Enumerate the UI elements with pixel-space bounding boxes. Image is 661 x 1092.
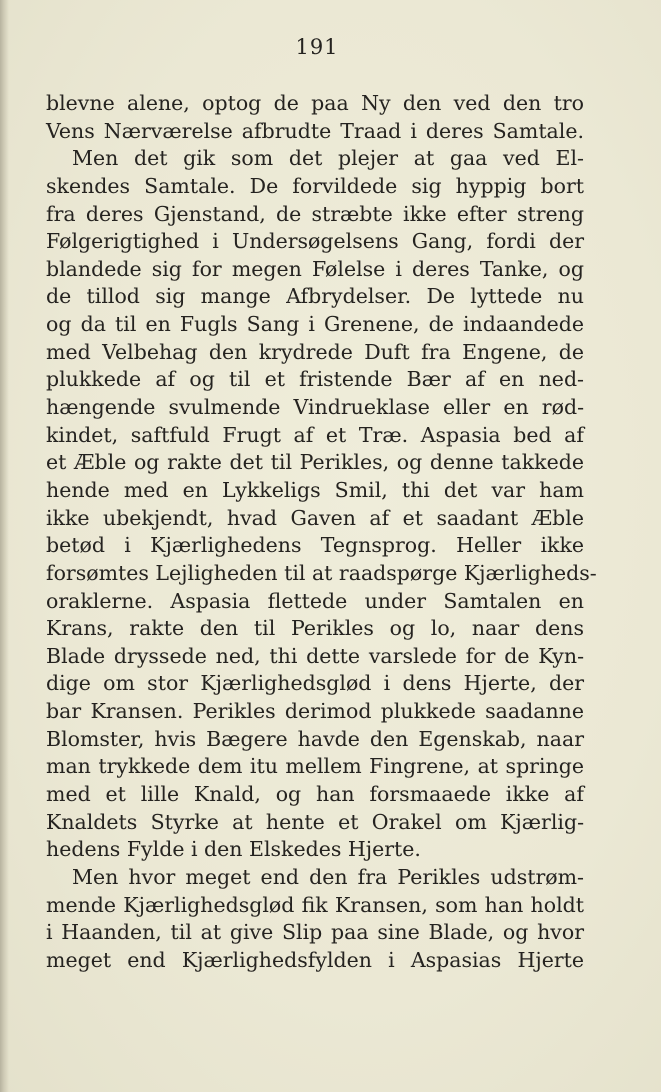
text-line: hende med en Lykkeligs Smil, thi det var ham — [46, 477, 584, 502]
paragraph-end-line: hedens Fylde i den Elskedes Hjerte. — [46, 837, 421, 862]
paragraph-start-line: Men hvor meget end den fra Perikles udstrøm- — [72, 864, 584, 889]
text-line: Blade dryssede ned, thi dette varslede for de Kyn- — [46, 643, 584, 668]
text-line: man trykkede dem itu mellem Fingrene, at springe — [46, 754, 584, 779]
text-line: og da til en Fugls Sang i Grenene, de indaandede — [46, 312, 584, 337]
page-number: 191 — [295, 35, 339, 59]
text-line: betød i Kjærlighedens Tegnsprog. Heller ikke — [46, 533, 584, 558]
text-line: i Haanden, til at give Slip paa sine Blade, og hvor — [46, 920, 584, 945]
text-line: Krans, rakte den til Perikles og lo, naar dens — [46, 616, 584, 641]
text-line: mende Kjærlighedsglød fik Kransen, som han holdt — [46, 892, 584, 917]
text-line: bar Kransen. Perikles derimod plukkede saadanne — [46, 699, 584, 724]
text-line: Følgerigtighed i Undersøgelsens Gang, fordi der — [46, 229, 584, 254]
text-line: dige om stor Kjærlighedsglød i dens Hjerte, der — [46, 671, 584, 696]
text-line: blandede sig for megen Følelse i deres Tanke, og — [46, 256, 584, 281]
text-line: kindet, saftfuld Frugt af et Træ. Aspasia bed af — [46, 422, 584, 447]
text-line: Knaldets Styrke at hente et Orakel om Kjærlig- — [46, 809, 584, 834]
text-line: forsømtes Lejligheden til at raadspørge Kjærligheds- — [46, 560, 597, 585]
page-binding-edge — [0, 0, 9, 1092]
text-line: de tillod sig mange Afbrydelser. De lyttede nu — [46, 284, 584, 309]
text-line: oraklerne. Aspasia flettede under Samtalen en — [46, 588, 584, 613]
text-line: fra deres Gjenstand, de stræbte ikke efter streng — [46, 201, 584, 226]
text-line: et Æble og rakte det til Perikles, og denne takkede — [46, 450, 584, 475]
body-text — [46, 90, 597, 975]
text-line: med Velbehag den krydrede Duft fra Engene, de — [46, 339, 584, 364]
text-line: plukkede af og til et fristende Bær af en ned- — [46, 367, 584, 392]
text-line: Blomster, hvis Bægere havde den Egenskab, naar — [46, 726, 584, 751]
text-line: hængende svulmende Vindrueklase eller en rød- — [46, 395, 584, 420]
text-line: med et lille Knald, og han forsmaaede ikke af — [46, 782, 584, 807]
text-line: meget end Kjærlighedsfylden i Aspasias Hjerte — [46, 947, 584, 972]
paragraph-start-line: Men det gik som det plejer at gaa ved El- — [72, 146, 584, 171]
text-line: skendes Samtale. De forvildede sig hyppig bort — [46, 173, 584, 198]
text-line: blevne alene, optog de paa Ny den ved den tro — [46, 91, 584, 115]
text-line: Vens Nærværelse afbrudte Traad i deres Samtale. — [46, 118, 584, 143]
text-line: ikke ubekjendt, hvad Gaven af et saadant Æble — [46, 505, 584, 530]
